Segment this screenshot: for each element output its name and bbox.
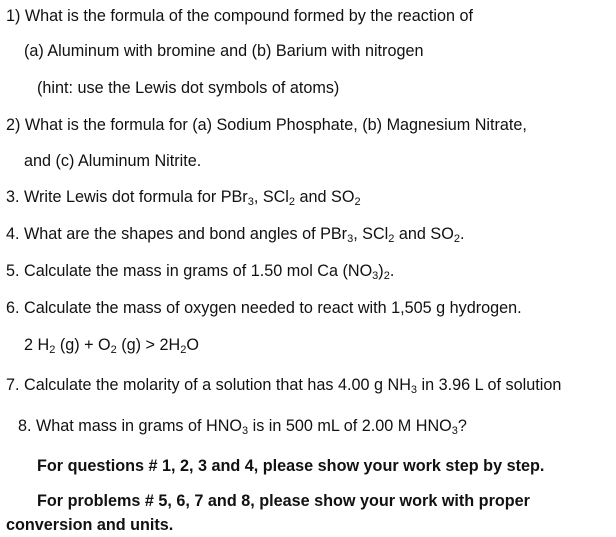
q6-eq-text: (g) > 2H xyxy=(116,336,181,354)
q6-eq-text: O xyxy=(186,336,199,354)
q6-eq-sub: 2 xyxy=(180,344,187,356)
q5-sub: 2 xyxy=(383,270,390,282)
question-8 xyxy=(18,416,467,436)
q3-text: , SCl xyxy=(253,188,289,206)
q8-sub: 3 xyxy=(451,425,458,437)
q7-text: 7. Calculate the molarity of a solution that has 4.00 g NH xyxy=(6,376,411,394)
q8-text: ? xyxy=(457,417,467,435)
q8-text: is in 500 mL of 2.00 M HNO xyxy=(248,417,452,435)
q6-eq-text: 2 H xyxy=(24,336,50,354)
q3-sub: 2 xyxy=(354,196,361,208)
q4-sub: 3 xyxy=(347,233,354,245)
q4-text: , SCl xyxy=(353,225,389,243)
instructions-line3: conversion and units. xyxy=(6,516,174,534)
q4-text: 4. What are the shapes and bond angles of PBr xyxy=(6,225,348,243)
q1-line2: (a) Aluminum with bromine and (b) Barium with nitrogen xyxy=(24,42,424,60)
q6-eq-text: (g) + O xyxy=(55,336,111,354)
q7-text: in 3.96 L of solution xyxy=(417,376,562,394)
q1-line1: 1) What is the formula of the compound formed by the reaction of xyxy=(6,7,473,25)
q3-sub: 3 xyxy=(247,196,254,208)
q3-sub: 2 xyxy=(288,196,296,208)
q7-sub: 3 xyxy=(410,384,418,396)
q1-hint: (hint: use the Lewis dot symbols of atoms) xyxy=(37,79,340,97)
q2-line2: and (c) Aluminum Nitrite. xyxy=(24,152,202,170)
question-7 xyxy=(6,375,561,395)
question-5 xyxy=(6,261,394,281)
q3-text: 3. Write Lewis dot formula for PBr xyxy=(6,188,248,206)
q6-equation xyxy=(24,335,199,355)
q3-text: and SO xyxy=(295,188,355,206)
q5-text: ) xyxy=(378,262,384,280)
instructions-line1: For questions # 1, 2, 3 and 4, please show your work step by step. xyxy=(37,457,545,475)
q4-text: . xyxy=(459,225,465,243)
q8-text: 8. What mass in grams of HNO xyxy=(18,417,242,435)
q5-text: . xyxy=(389,262,395,280)
q2-line1: 2) What is the formula for (a) Sodium Phosphate, (b) Magnesium Nitrate, xyxy=(6,116,527,134)
q6-line1: 6. Calculate the mass of oxygen needed to react with 1,505 g hydrogen. xyxy=(6,299,522,317)
question-3 xyxy=(6,187,361,207)
q4-sub: 2 xyxy=(453,233,460,245)
question-4 xyxy=(6,224,464,244)
q8-sub: 3 xyxy=(242,425,249,437)
q4-text: and SO xyxy=(394,225,454,243)
q5-text: 5. Calculate the mass in grams of 1.50 mol Ca (NO xyxy=(6,262,373,280)
q6-eq-sub: 2 xyxy=(110,344,117,356)
q6-eq-sub: 2 xyxy=(49,344,56,356)
instructions-line2: For problems # 5, 6, 7 and 8, please show your work with proper xyxy=(37,492,530,510)
q4-sub: 2 xyxy=(388,233,395,245)
q5-sub: 3 xyxy=(372,270,379,282)
